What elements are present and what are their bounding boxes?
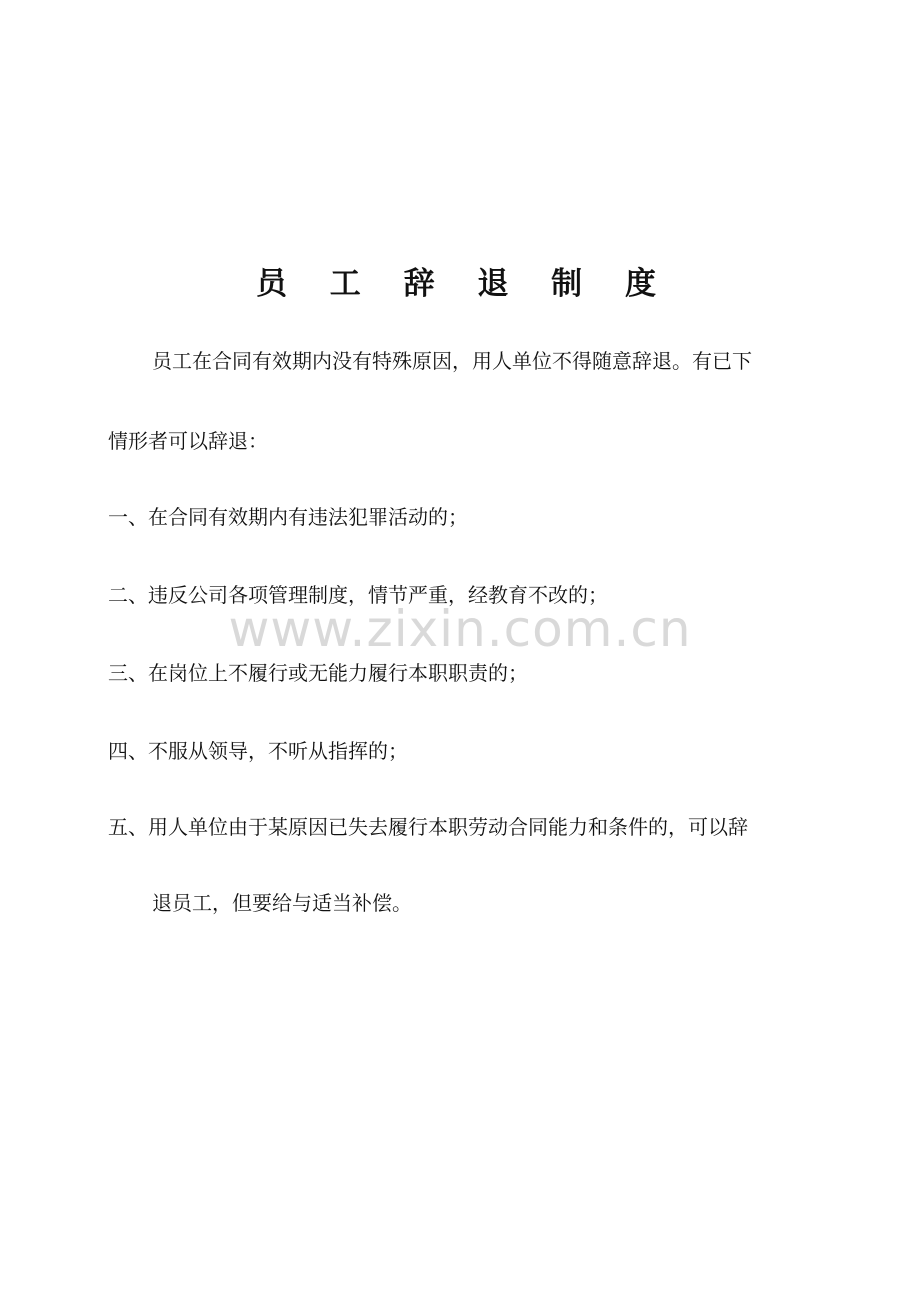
- intro-paragraph-line-2: 情形者可以辞退：: [108, 429, 268, 453]
- intro-paragraph-line-1: 员工在合同有效期内没有特殊原因，用人单位不得随意辞退。有已下: [152, 349, 752, 373]
- watermark: www.zixin.com.cn: [228, 600, 692, 658]
- list-item-2: 二、违反公司各项管理制度，情节严重，经教育不改的；: [108, 583, 608, 607]
- list-item-1: 一、在合同有效期内有违法犯罪活动的；: [108, 505, 468, 529]
- list-item-5: 五、用人单位由于某原因已失去履行本职劳动合同能力和条件的，可以辞: [108, 815, 748, 839]
- document-title: 员 工 辞 退 制 度: [256, 266, 672, 302]
- list-item-5-continuation: 退员工，但要给与适当补偿。: [152, 891, 412, 915]
- list-item-4: 四、不服从领导，不听从指挥的；: [108, 739, 408, 763]
- list-item-3: 三、在岗位上不履行或无能力履行本职职责的；: [108, 661, 528, 685]
